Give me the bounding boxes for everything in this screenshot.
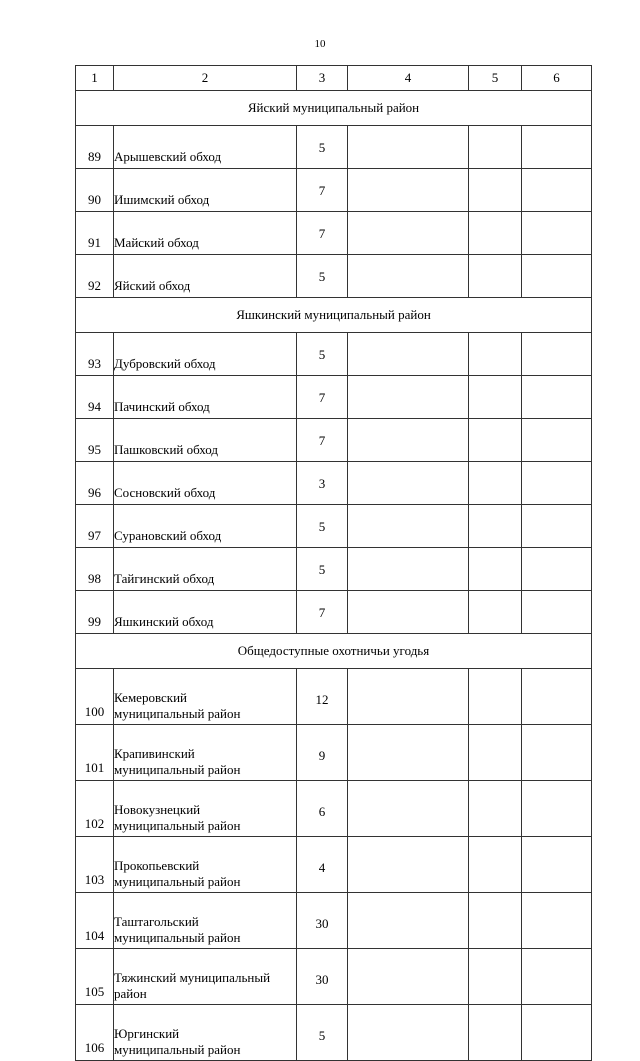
empty-cell: [469, 505, 522, 548]
row-name: [114, 893, 297, 949]
table-row: [76, 419, 592, 462]
table-row: [76, 893, 592, 949]
row-number: 96: [76, 462, 114, 505]
row-name-line: муниципальный район: [114, 762, 241, 777]
empty-cell: [522, 255, 592, 298]
empty-cell: [469, 591, 522, 634]
row-name: Ишимский обход: [114, 169, 297, 212]
empty-cell: [348, 126, 469, 169]
row-number: 103: [76, 837, 114, 893]
row-name-line: Таштагольский: [114, 914, 199, 929]
empty-cell: [348, 462, 469, 505]
empty-cell: [469, 949, 522, 1005]
empty-cell: [348, 333, 469, 376]
table-row: [76, 548, 592, 591]
empty-cell: [348, 376, 469, 419]
table-row: [76, 212, 592, 255]
section-header-row: [76, 91, 592, 126]
empty-cell: [348, 548, 469, 591]
section-title: Яшкинский муниципальный район: [76, 298, 592, 333]
row-name: Яшкинский обход: [114, 591, 297, 634]
table-row: [76, 669, 592, 725]
row-name: [114, 725, 297, 781]
row-name: [114, 1005, 297, 1061]
empty-cell: [469, 1005, 522, 1061]
row-name: [114, 781, 297, 837]
row-number: 102: [76, 781, 114, 837]
row-name-line: муниципальный район: [114, 930, 241, 945]
row-number: 90: [76, 169, 114, 212]
row-number: 93: [76, 333, 114, 376]
section-title: Общедоступные охотничьи угодья: [76, 634, 592, 669]
row-name-line: Кемеровский: [114, 690, 188, 705]
empty-cell: [469, 548, 522, 591]
table-row: [76, 255, 592, 298]
row-value: 5: [297, 548, 348, 591]
empty-cell: [469, 669, 522, 725]
row-number: 105: [76, 949, 114, 1005]
empty-cell: [469, 255, 522, 298]
empty-cell: [348, 725, 469, 781]
row-name-line: муниципальный район: [114, 706, 241, 721]
row-number: 100: [76, 669, 114, 725]
row-name: Сурановский обход: [114, 505, 297, 548]
table-row: [76, 169, 592, 212]
empty-cell: [469, 126, 522, 169]
row-value: 30: [297, 949, 348, 1005]
row-name-line: Новокузнецкий: [114, 802, 201, 817]
row-name: Дубровский обход: [114, 333, 297, 376]
row-value: 7: [297, 376, 348, 419]
empty-cell: [522, 591, 592, 634]
empty-cell: [469, 837, 522, 893]
row-name: [114, 949, 297, 1005]
table-row: [76, 781, 592, 837]
section-title: Яйский муниципальный район: [76, 91, 592, 126]
empty-cell: [522, 781, 592, 837]
header-col-3: 3: [297, 66, 348, 91]
table-row: [76, 376, 592, 419]
empty-cell: [522, 505, 592, 548]
empty-cell: [522, 837, 592, 893]
row-name-line: муниципальный район: [114, 874, 241, 889]
empty-cell: [348, 949, 469, 1005]
row-value: 12: [297, 669, 348, 725]
empty-cell: [522, 548, 592, 591]
row-value: 5: [297, 1005, 348, 1061]
empty-cell: [522, 419, 592, 462]
row-name-line: Юргинский: [114, 1026, 180, 1041]
empty-cell: [348, 837, 469, 893]
empty-cell: [469, 781, 522, 837]
table-row: [76, 462, 592, 505]
empty-cell: [522, 725, 592, 781]
row-number: 99: [76, 591, 114, 634]
header-col-2: 2: [114, 66, 297, 91]
empty-cell: [469, 169, 522, 212]
row-number: 106: [76, 1005, 114, 1061]
row-value: 9: [297, 725, 348, 781]
row-number: 104: [76, 893, 114, 949]
empty-cell: [522, 1005, 592, 1061]
empty-cell: [348, 893, 469, 949]
empty-cell: [348, 591, 469, 634]
section-header-row: [76, 298, 592, 333]
row-value: 5: [297, 333, 348, 376]
header-col-4: 4: [348, 66, 469, 91]
row-name-line: Тяжинский муниципальный: [114, 970, 271, 985]
row-value: 5: [297, 126, 348, 169]
table-row: [76, 591, 592, 634]
empty-cell: [522, 333, 592, 376]
empty-cell: [348, 669, 469, 725]
header-col-6: 6: [522, 66, 592, 91]
row-name: Пашковский обход: [114, 419, 297, 462]
row-name: Сосновский обход: [114, 462, 297, 505]
empty-cell: [469, 212, 522, 255]
header-col-5: 5: [469, 66, 522, 91]
empty-cell: [348, 212, 469, 255]
row-name: Пачинский обход: [114, 376, 297, 419]
row-value: 30: [297, 893, 348, 949]
row-value: 6: [297, 781, 348, 837]
empty-cell: [469, 725, 522, 781]
table-row: [76, 505, 592, 548]
empty-cell: [522, 462, 592, 505]
row-name: [114, 837, 297, 893]
row-value: 4: [297, 837, 348, 893]
row-number: 95: [76, 419, 114, 462]
row-name: [114, 669, 297, 725]
section-header-row: [76, 634, 592, 669]
row-value: 3: [297, 462, 348, 505]
row-value: 5: [297, 255, 348, 298]
header-col-1: 1: [76, 66, 114, 91]
row-name-line: муниципальный район: [114, 818, 241, 833]
empty-cell: [469, 333, 522, 376]
empty-cell: [469, 376, 522, 419]
row-name: Майский обход: [114, 212, 297, 255]
row-name: Арышевский обход: [114, 126, 297, 169]
row-number: 89: [76, 126, 114, 169]
empty-cell: [522, 893, 592, 949]
row-number: 97: [76, 505, 114, 548]
row-value: 7: [297, 419, 348, 462]
table-row: [76, 1005, 592, 1061]
empty-cell: [348, 419, 469, 462]
row-value: 7: [297, 169, 348, 212]
row-name-line: Крапивинский: [114, 746, 195, 761]
empty-cell: [469, 419, 522, 462]
page-number: 10: [314, 38, 326, 50]
row-value: 7: [297, 591, 348, 634]
row-name-line: Прокопьевский: [114, 858, 200, 873]
table-row: [76, 126, 592, 169]
empty-cell: [348, 1005, 469, 1061]
row-value: 7: [297, 212, 348, 255]
row-number: 94: [76, 376, 114, 419]
empty-cell: [348, 255, 469, 298]
empty-cell: [522, 669, 592, 725]
table-header-row: [76, 66, 592, 91]
row-number: 91: [76, 212, 114, 255]
row-name: Тайгинский обход: [114, 548, 297, 591]
table-row: [76, 837, 592, 893]
table-row: [76, 725, 592, 781]
empty-cell: [348, 505, 469, 548]
empty-cell: [522, 376, 592, 419]
row-number: 101: [76, 725, 114, 781]
row-name-line: муниципальный район: [114, 1042, 241, 1057]
table-row: [76, 333, 592, 376]
row-name: Яйский обход: [114, 255, 297, 298]
table-row: [76, 949, 592, 1005]
row-value: 5: [297, 505, 348, 548]
hunting-grounds-table: [75, 65, 592, 1061]
empty-cell: [522, 949, 592, 1005]
row-name-line: район: [114, 986, 147, 1001]
empty-cell: [522, 169, 592, 212]
empty-cell: [522, 212, 592, 255]
empty-cell: [348, 169, 469, 212]
empty-cell: [522, 126, 592, 169]
row-number: 92: [76, 255, 114, 298]
empty-cell: [469, 893, 522, 949]
empty-cell: [348, 781, 469, 837]
row-number: 98: [76, 548, 114, 591]
empty-cell: [469, 462, 522, 505]
